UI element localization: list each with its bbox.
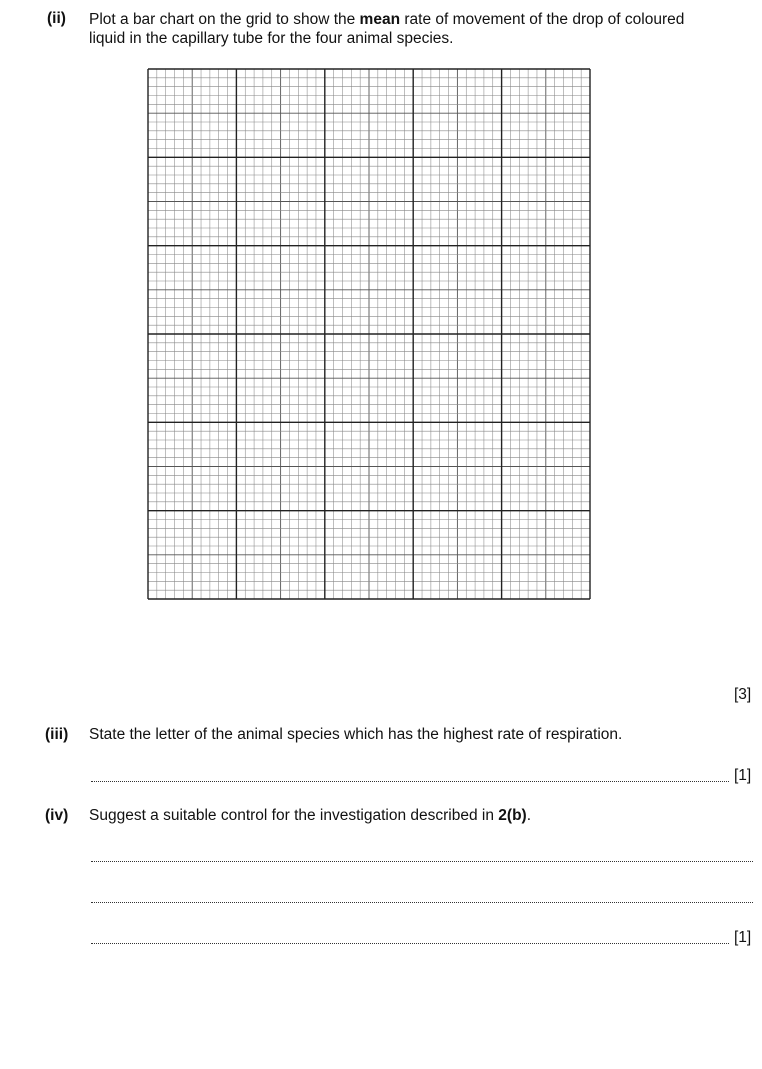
marks-iv: [1] bbox=[734, 929, 752, 946]
question-number-ii: (ii) bbox=[47, 10, 66, 27]
question-text-iii: State the letter of the animal species which has the highest rate of respiration. bbox=[89, 726, 623, 743]
question-text-ii-part1: Plot a bar chart on the grid to show the bbox=[89, 11, 360, 28]
emphasis-mean: mean bbox=[359, 11, 401, 28]
answer-line-iv-1[interactable] bbox=[91, 861, 753, 862]
question-reference: 2(b) bbox=[498, 807, 527, 824]
marks-ii: [3] bbox=[734, 686, 752, 703]
question-text-iv bbox=[89, 807, 531, 825]
answer-line-iv-2[interactable] bbox=[91, 902, 753, 903]
question-number-iii: (iii) bbox=[45, 726, 69, 743]
marks-iii: [1] bbox=[734, 767, 752, 784]
question-text-iv-part2: . bbox=[526, 807, 532, 824]
question-text-ii-line1 bbox=[89, 10, 759, 29]
answer-line-iv-3[interactable] bbox=[91, 943, 729, 944]
answer-line-iii[interactable] bbox=[91, 781, 729, 782]
question-text-iv-part1: Suggest a suitable control for the investigation described in bbox=[89, 807, 499, 824]
question-text-ii-part2: rate of movement of the drop of coloured bbox=[400, 11, 685, 28]
graph-paper-grid[interactable] bbox=[147, 68, 591, 600]
question-text-ii-line2: liquid in the capillary tube for the four animal species. bbox=[89, 30, 454, 47]
question-number-iv: (iv) bbox=[45, 807, 69, 824]
question-text-ii bbox=[89, 10, 759, 48]
